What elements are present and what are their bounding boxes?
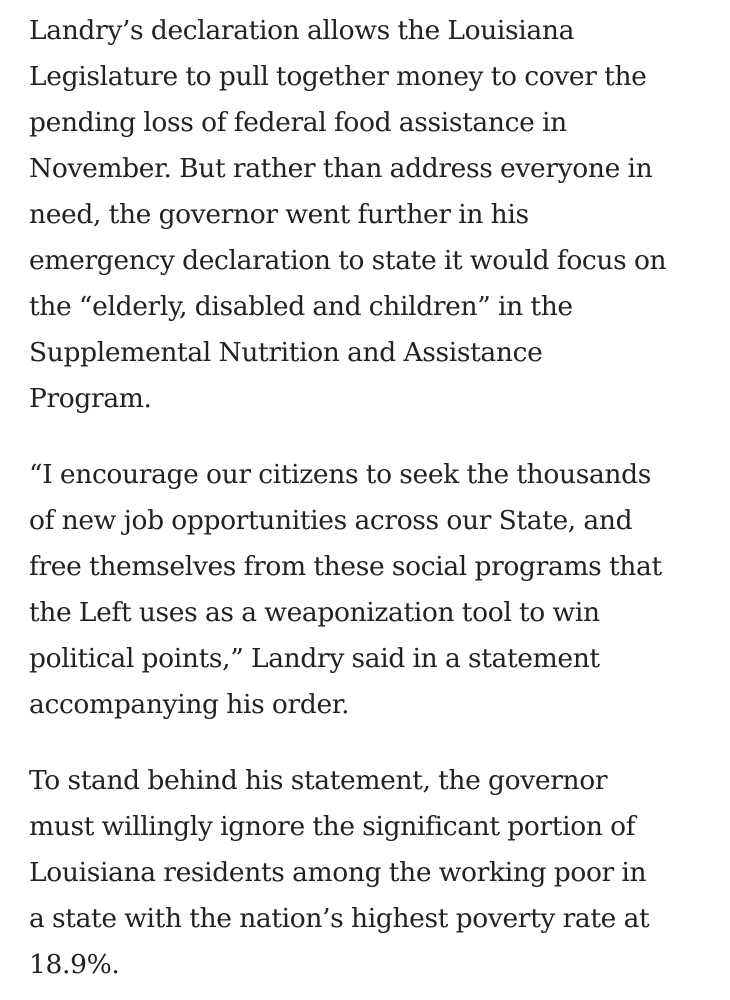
text-line: Landry’s declaration allows the Louisiana (29, 15, 575, 46)
text-line: Program. (29, 383, 152, 414)
text-line: pending loss of federal food assistance in (29, 107, 567, 138)
text-line: free themselves from these social programs that (29, 551, 662, 582)
text-line: of new job opportunities across our State, and (29, 505, 633, 536)
paragraph-landry-quote (29, 452, 710, 728)
text-line: To stand behind his statement, the governor (29, 765, 608, 796)
text-line: emergency declaration to state it would focus on (29, 245, 667, 276)
text-line: a state with the nation’s highest poverty rate at (29, 903, 650, 934)
paragraph-poverty-rate (29, 758, 710, 988)
paragraph-emergency-declaration (29, 8, 710, 422)
text-line: the “elderly, disabled and children” in the (29, 291, 573, 322)
text-line: accompanying his order. (29, 689, 350, 720)
text-line: must willingly ignore the significant portion of (29, 811, 636, 842)
text-line: “I encourage our citizens to seek the thousands (29, 459, 651, 490)
text-line: need, the governor went further in his (29, 199, 529, 230)
text-line: November. But rather than address everyone in (29, 153, 653, 184)
text-line: Legislature to pull together money to cover the (29, 61, 647, 92)
text-line: political points,” Landry said in a statement (29, 643, 600, 674)
text-line: 18.9%. (29, 949, 120, 980)
text-line: Supplemental Nutrition and Assistance (29, 337, 543, 368)
text-line: Louisiana residents among the working poor in (29, 857, 647, 888)
text-line: the Left uses as a weaponization tool to win (29, 597, 600, 628)
